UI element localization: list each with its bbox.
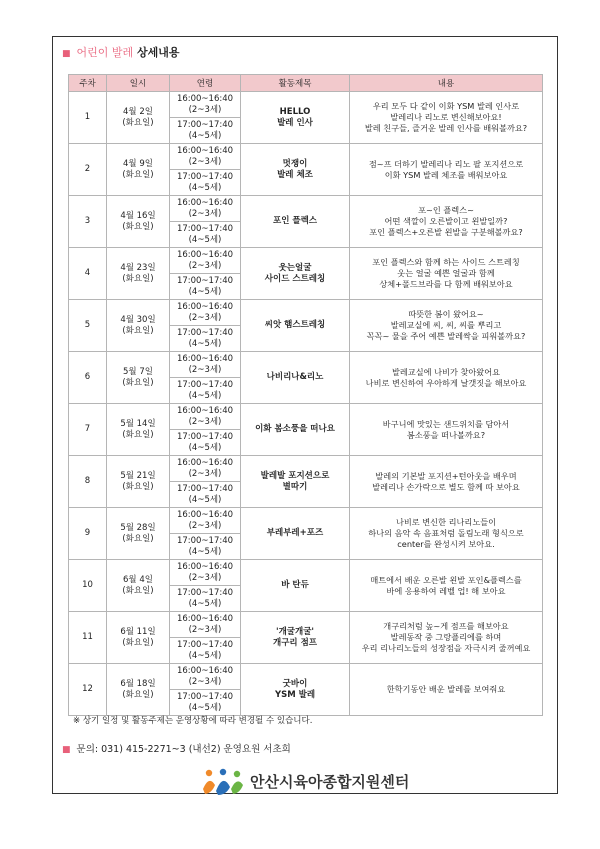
date-cell [107,248,170,300]
schedule-note: ※ 상기 일정 및 활동주제는 운영상황에 따라 변경될 수 있습니다. [73,716,313,726]
time-slot-cell [170,560,241,586]
time-line: 17:00~17:40 [176,223,234,234]
time-slot-cell [170,196,241,222]
bullet-square-icon: ■ [62,745,71,755]
content-line: 꼭꼭~ 물을 주어 예쁜 발레싹을 피워볼까요? [366,331,526,341]
week-number: 6 [84,372,91,382]
activity-title-cell [241,144,350,196]
time-slot-cell [170,690,241,716]
date-line: (화요일) [122,585,154,596]
time-line: (4~5세) [188,598,222,609]
content-line: 매트에서 배운 오른발 왼발 포인&플렉스를 [370,574,522,585]
content-cell [350,196,543,248]
content-line: 이화 YSM 발레 체조를 배워보아요 [384,169,508,180]
content-line: 한학기동안 배운 발레를 보여줘요 [386,684,506,694]
activity-title-cell [241,404,350,456]
week-number: 5 [84,320,91,330]
date-cell [107,144,170,196]
header-age: 연령 [170,75,241,92]
time-slot-cell [170,612,241,638]
week-number: 8 [84,476,91,486]
activity-title-line: 굿바이 [282,678,308,689]
table-row [69,248,543,274]
table-row [69,612,543,638]
time-slot-cell [170,456,241,482]
content-cell [350,560,543,612]
content-line: 발레교실에 나비가 찾아왔어요 [391,366,501,377]
activity-title-cell [241,196,350,248]
content-line: 바구니에 맛있는 샌드위치를 담아서 [382,418,510,429]
date-line: 5월 14일 [120,418,156,429]
table-row [69,92,543,118]
time-line: 17:00~17:40 [176,587,234,598]
content-line: 발레교실에 씨, 씨, 씨를 뿌리고 [390,320,502,330]
date-line: (화요일) [122,637,154,648]
date-cell [107,196,170,248]
time-line: (4~5세) [188,494,222,505]
header-content: 내용 [350,75,543,92]
table-row [69,560,543,586]
time-line: 16:00~16:40 [176,145,234,156]
activity-title-cell [241,456,350,508]
week-number: 10 [82,580,93,590]
content-line: 발레리나 손가락으로 별도 함께 따 보아요 [372,481,520,492]
time-line: (2~3세) [188,572,222,583]
date-line: 4월 2일 [123,106,153,117]
time-line: (4~5세) [188,182,222,193]
time-line: (4~5세) [188,390,222,401]
time-line: (4~5세) [188,442,222,453]
time-line: (4~5세) [188,546,222,557]
time-line: (4~5세) [188,650,222,661]
content-cell [350,664,543,716]
time-slot-cell [170,508,241,534]
time-line: 16:00~16:40 [176,197,234,208]
activity-title-cell [241,664,350,716]
activity-title-cell [241,300,350,352]
time-line: 16:00~16:40 [176,301,234,312]
week-number: 4 [84,268,91,278]
time-line: (4~5세) [188,338,222,349]
contact-text: 문의: 031) 415-2271~3 (내선2) 운영요원 서초희 [76,744,291,755]
center-name: 안산시육아종합지원센터 [250,773,410,791]
content-cell [350,300,543,352]
week-cell [69,92,107,144]
content-line: 하나의 음악 속 음표처럼 돌림노래 형식으로 [368,528,524,538]
time-slot-cell [170,586,241,612]
date-line: (화요일) [122,117,154,128]
table-row [69,404,543,430]
time-line: 16:00~16:40 [176,353,234,364]
week-number: 7 [84,424,91,434]
time-line: 17:00~17:40 [176,327,234,338]
activity-title-line: 발레발 포지션으로 [260,470,330,481]
date-line: (화요일) [122,325,154,336]
week-cell [69,196,107,248]
activity-title-cell [241,248,350,300]
time-line: (4~5세) [188,702,222,713]
time-line: 17:00~17:40 [176,431,234,442]
date-line: 4월 16일 [120,210,156,221]
time-line: (2~3세) [188,676,222,687]
activity-title-line: 이화 봄소풍을 떠나요 [255,424,335,434]
child-figures-logo-icon [200,767,246,797]
time-slot-cell [170,118,241,144]
table-header-row [69,75,543,92]
activity-title-line: 나비리나&리노 [266,372,324,382]
content-cell [350,404,543,456]
time-line: (4~5세) [188,234,222,245]
content-line: 포인 플렉스와 함께 하는 사이드 스트레칭 [372,257,520,267]
activity-title-cell [241,612,350,664]
content-cell [350,92,543,144]
week-cell [69,248,107,300]
time-slot-cell [170,144,241,170]
section-title-highlight: 어린이 발레 [76,46,134,59]
week-cell [69,508,107,560]
section-title-rest: 상세내용 [137,46,180,59]
activity-title-line: 별따기 [282,481,308,492]
activity-title-cell [241,560,350,612]
time-line: 17:00~17:40 [176,119,234,130]
content-line: 어떤 색깔이 오른발이고 왼발일까? [384,216,508,226]
time-line: 17:00~17:40 [176,691,234,702]
content-line: 바에 응용하여 레벨 업! 해 보아요 [386,585,506,596]
content-line: 개구리처럼 높~게 점프를 해보아요 [383,621,509,631]
date-line: (화요일) [122,273,154,284]
content-line: 봄소풍을 떠나볼까요? [406,429,486,440]
activity-title-line: HELLO [279,106,311,117]
center-logo [200,767,430,797]
content-line: 따뜻한 봄이 왔어요~ [408,309,484,319]
table-row [69,144,543,170]
time-slot-cell [170,482,241,508]
content-cell [350,612,543,664]
content-cell [350,352,543,404]
date-line: 6월 4일 [123,574,153,585]
content-line: 점~프 더하기 발레리나 리노 팔 포지션으로 [368,158,524,169]
date-line: (화요일) [122,377,154,388]
date-line: 6월 11일 [120,626,156,637]
date-cell [107,352,170,404]
week-cell [69,612,107,664]
time-line: (2~3세) [188,312,222,323]
activity-title-line: '개굴개굴' [275,626,315,637]
week-number: 12 [82,684,93,694]
activity-title-line: 부레부레+포즈 [266,528,324,538]
time-line: (2~3세) [188,104,222,115]
time-slot-cell [170,430,241,456]
time-line: (2~3세) [188,260,222,271]
activity-title-line: YSM 발레 [274,689,316,700]
content-cell [350,144,543,196]
time-line: (2~3세) [188,624,222,635]
date-line: (화요일) [122,481,154,492]
time-line: 16:00~16:40 [176,249,234,260]
table-row [69,196,543,222]
content-line: center를 완성시켜 보아요. [397,539,495,549]
table-row [69,664,543,690]
time-line: 17:00~17:40 [176,483,234,494]
header-date: 일시 [107,75,170,92]
time-slot-cell [170,378,241,404]
date-line: 4월 23일 [120,262,156,273]
date-line: 4월 30일 [120,314,156,325]
time-line: 16:00~16:40 [176,457,234,468]
time-line: 16:00~16:40 [176,665,234,676]
week-number: 2 [84,164,91,174]
date-cell [107,456,170,508]
time-slot-cell [170,300,241,326]
table-row [69,508,543,534]
week-number: 9 [84,528,91,538]
week-cell [69,560,107,612]
week-number: 1 [84,112,91,122]
time-slot-cell [170,170,241,196]
date-cell [107,300,170,352]
time-slot-cell [170,92,241,118]
time-line: (2~3세) [188,416,222,427]
time-line: 17:00~17:40 [176,275,234,286]
activity-title-cell [241,508,350,560]
week-cell [69,456,107,508]
week-cell [69,404,107,456]
activity-title-line: 사이드 스트레칭 [264,273,326,284]
content-cell [350,508,543,560]
table-row [69,456,543,482]
date-line: (화요일) [122,689,154,700]
time-slot-cell [170,274,241,300]
date-cell [107,92,170,144]
content-line: 발레동작 중 그랑플리에를 하며 [390,632,502,642]
content-line: 포인 플렉스+오른발 왼발을 구분해볼까요? [369,227,523,237]
time-line: (4~5세) [188,130,222,141]
week-cell [69,352,107,404]
activity-title-line: 발레 체조 [277,169,313,180]
date-line: 5월 7일 [123,366,153,377]
date-cell [107,560,170,612]
content-line: 발레 친구들, 즐거운 발레 인사를 배워볼까요? [364,123,528,133]
date-line: 5월 28일 [120,522,156,533]
content-line: 우리 리나리노들의 성장점을 자극시켜 줄꺼예요 [361,643,531,653]
activity-title-cell [241,92,350,144]
content-line: 발레의 기본발 포지션+턴아웃을 배우며 [375,470,517,481]
time-slot-cell [170,326,241,352]
time-line: (2~3세) [188,156,222,167]
activity-title-line: 멋쟁이 [282,158,308,169]
header-activity: 활동제목 [241,75,350,92]
week-cell [69,144,107,196]
time-line: 16:00~16:40 [176,613,234,624]
time-line: 17:00~17:40 [176,171,234,182]
content-line: 나비로 변신한 리나리노들이 [395,517,497,527]
bullet-square-icon: ■ [62,49,71,59]
date-cell [107,664,170,716]
time-slot-cell [170,404,241,430]
date-cell [107,612,170,664]
time-line: (4~5세) [188,286,222,297]
time-line: 17:00~17:40 [176,639,234,650]
time-line: 17:00~17:40 [176,535,234,546]
date-line: 6월 18일 [120,678,156,689]
content-line: 우리 모두 다 같이 이화 YSM 발레 인사로 [372,101,520,111]
content-line: 포~인 플렉스~ [418,205,474,215]
date-line: (화요일) [122,429,154,440]
content-cell [350,456,543,508]
content-line: 웃는 얼굴 예쁜 얼굴과 함께 [397,268,495,278]
date-line: (화요일) [122,221,154,232]
header-week: 주차 [69,75,107,92]
content-line: 상체+폴드브라를 다 함께 배워보아요 [379,279,513,289]
content-cell [350,248,543,300]
time-line: 16:00~16:40 [176,561,234,572]
time-line: 16:00~16:40 [176,405,234,416]
time-slot-cell [170,534,241,560]
week-cell [69,300,107,352]
time-slot-cell [170,352,241,378]
table-row [69,352,543,378]
schedule-table [68,74,543,716]
section-title [62,44,180,60]
date-line: 5월 21일 [120,470,156,481]
table-row [69,300,543,326]
date-cell [107,404,170,456]
activity-title-line: 웃는얼굴 [278,262,312,273]
time-line: (2~3세) [188,208,222,219]
time-line: 16:00~16:40 [176,509,234,520]
contact-info [62,741,291,755]
date-line: (화요일) [122,169,154,180]
activity-title-line: 바 탄듀 [281,580,309,590]
activity-title-line: 개구리 점프 [272,637,317,648]
time-slot-cell [170,222,241,248]
content-line: 발레리나 리노로 변신해보아요! [390,112,502,122]
week-cell [69,664,107,716]
time-line: (2~3세) [188,364,222,375]
date-line: (화요일) [122,533,154,544]
activity-title-line: 씨앗 햄스트레칭 [264,320,326,330]
date-line: 4월 9일 [123,158,153,169]
time-slot-cell [170,248,241,274]
time-line: 16:00~16:40 [176,93,234,104]
time-line: (2~3세) [188,468,222,479]
activity-title-cell [241,352,350,404]
content-line: 나비로 변신하여 우아하게 날갯짓을 해보아요 [365,377,527,388]
week-number: 3 [84,216,91,226]
time-line: 17:00~17:40 [176,379,234,390]
activity-title-line: 발레 인사 [277,117,313,128]
time-slot-cell [170,664,241,690]
time-slot-cell [170,638,241,664]
activity-title-line: 포인 플렉스 [272,216,317,226]
date-cell [107,508,170,560]
week-number: 11 [82,632,93,642]
time-line: (2~3세) [188,520,222,531]
